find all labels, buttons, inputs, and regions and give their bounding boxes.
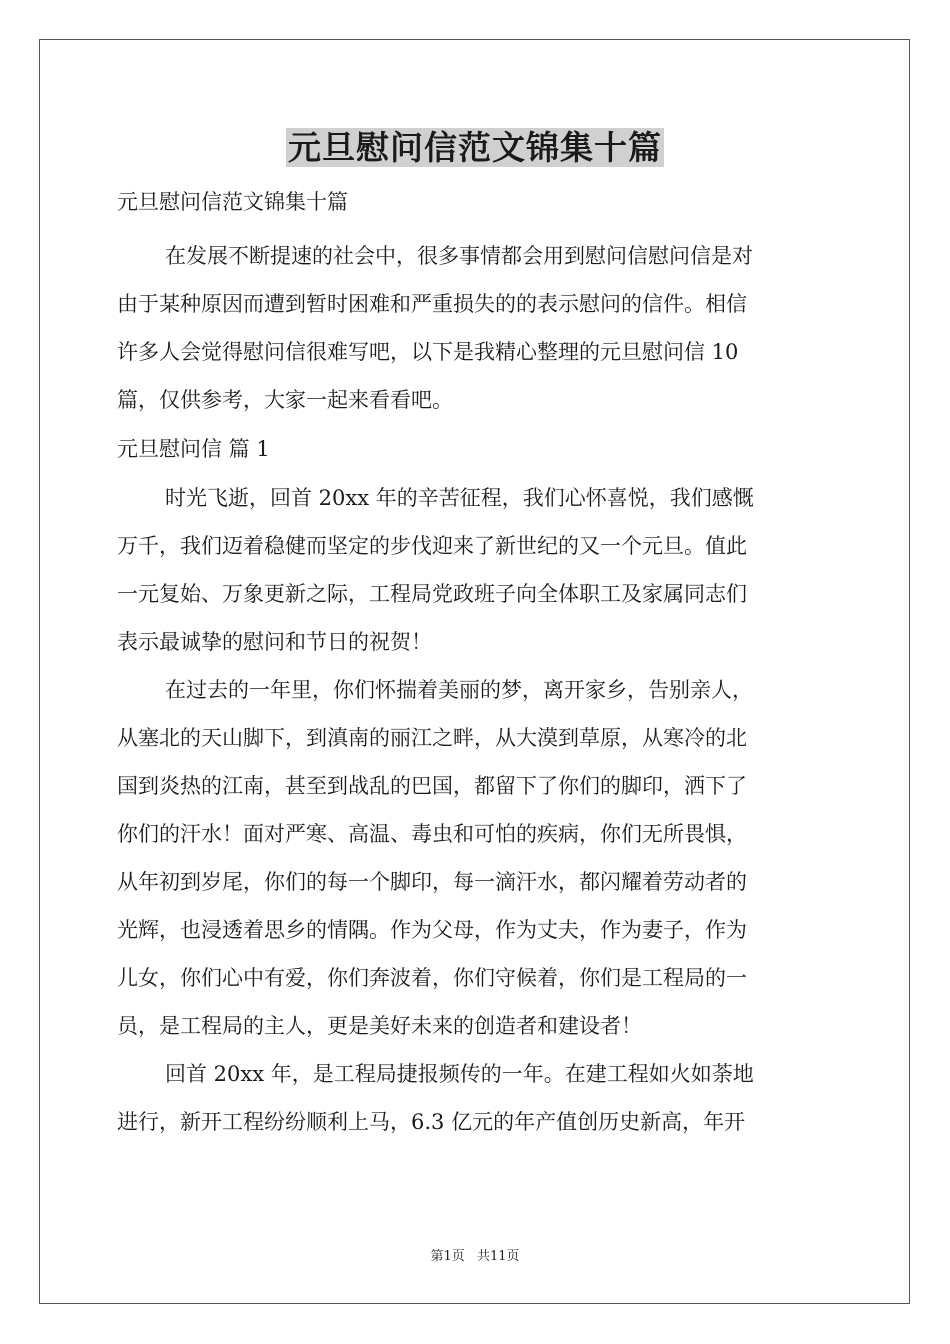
text-line: 国到炎热的江南，甚至到战乱的巴国，都留下了你们的脚印，洒下了 [117, 774, 747, 798]
intro-paragraph [117, 232, 834, 424]
paragraph-3 [117, 1050, 834, 1146]
text-line: 儿女，你们心中有爱，你们奔波着，你们守候着，你们是工程局的一 [117, 966, 747, 990]
page-number: 第1页 [430, 1249, 465, 1264]
section-heading: 元旦慰问信 篇 1 [117, 437, 270, 461]
document-subtitle: 元旦慰问信范文锦集十篇 [117, 190, 348, 214]
text-line: 进行，新开工程纷纷顺利上马，6.3 亿元的年产值创历史新高，年开 [117, 1110, 746, 1134]
text-line: 从年初到岁尾，你们的每一个脚印，每一滴汗水，都闪耀着劳动者的 [117, 870, 747, 894]
text-line: 光辉，也浸透着思乡的情隅。作为父母，作为丈夫，作为妻子，作为 [117, 918, 747, 942]
page-footer [0, 1245, 950, 1264]
document-body [117, 178, 834, 1146]
page-total: 共11页 [476, 1249, 520, 1264]
text-line: 员，是工程局的主人，更是美好未来的创造者和建设者！ [117, 1014, 642, 1038]
text-line: 在过去的一年里，你们怀揣着美丽的梦，离开家乡，告别亲人， [165, 678, 753, 702]
text-line: 回首 20xx 年，是工程局捷报频传的一年。在建工程如火如荼地 [165, 1062, 754, 1086]
paragraph-1 [117, 474, 834, 666]
text-line: 时光飞逝，回首 20xx 年的辛苦征程，我们心怀喜悦，我们感慨 [165, 486, 754, 510]
paragraph-2 [117, 666, 834, 1050]
text-line: 篇，仅供参考，大家一起来看看吧。 [117, 388, 453, 412]
text-line: 由于某种原因而遭到暂时困难和严重损失的的表示慰问的信件。相信 [117, 292, 747, 316]
document-title-text: 元旦慰问信范文锦集十篇 [288, 128, 662, 167]
text-line: 你们的汗水！面对严寒、高温、毒虫和可怕的疾病，你们无所畏惧， [117, 822, 747, 846]
text-line: 从塞北的天山脚下，到滇南的丽江之畔，从大漠到草原，从寒冷的北 [117, 726, 747, 750]
text-line: 许多人会觉得慰问信很难写吧，以下是我精心整理的元旦慰问信 10 [117, 340, 739, 364]
text-line: 万千，我们迈着稳健而坚定的步伐迎来了新世纪的又一个元旦。值此 [117, 534, 747, 558]
text-line: 表示最诚挚的慰问和节日的祝贺！ [117, 630, 432, 654]
text-line: 一元复始、万象更新之际，工程局党政班子向全体职工及家属同志们 [117, 582, 747, 606]
document-title [0, 126, 950, 170]
text-line: 在发展不断提速的社会中，很多事情都会用到慰问信慰问信是对 [165, 244, 753, 268]
